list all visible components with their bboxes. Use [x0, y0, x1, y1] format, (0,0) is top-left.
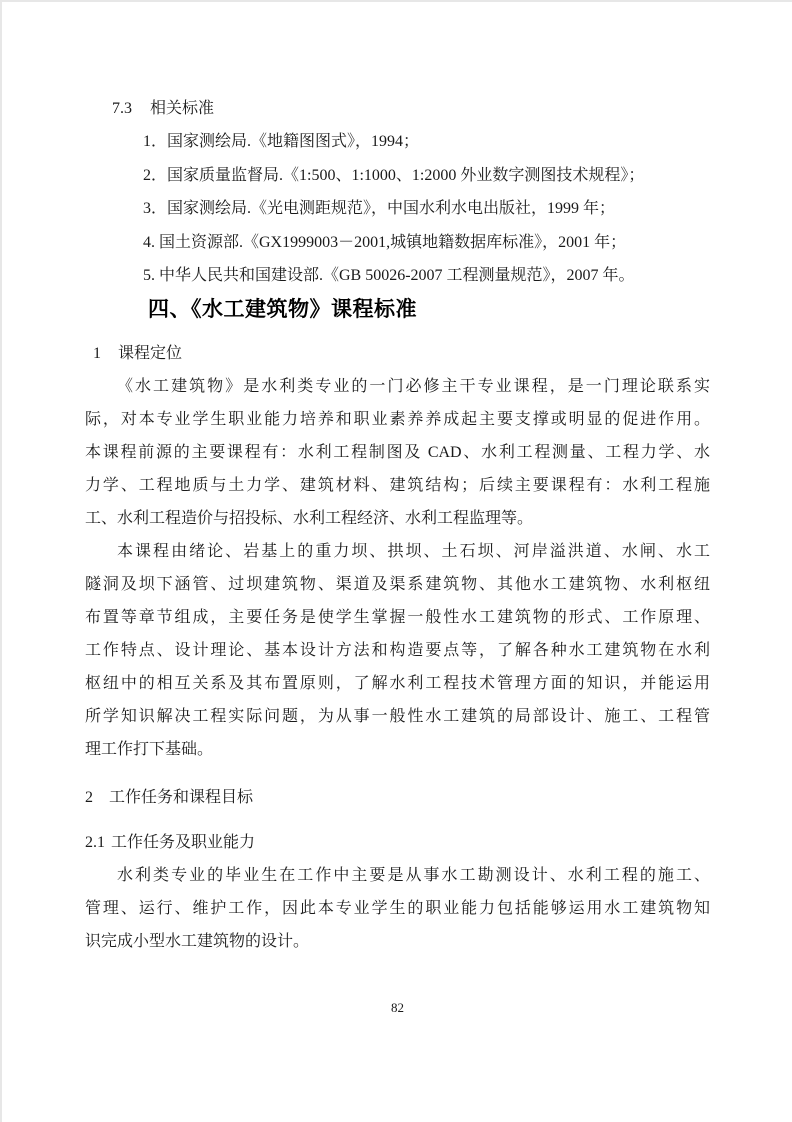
paragraph-line: 理工作打下基础。 — [85, 740, 214, 758]
page-left-edge — [0, 0, 2, 1122]
paragraph-line: 工作特点、设计理论、基本设计方法和构造要点等，了解各种水工建筑物在水利 — [85, 641, 710, 659]
section-2-number: 2 — [85, 788, 93, 806]
paragraph-line: 枢纽中的相互关系及其布置原则，了解水利工程技术管理方面的知识，并能运用 — [85, 674, 710, 692]
paragraph-line: 际，对本专业学生职业能力培养和职业素养养成起主要支撑或明显的促进作用。 — [85, 410, 710, 428]
section-7-3-number: 7.3 — [112, 100, 132, 117]
paragraph-line: 识完成小型水工建筑物的设计。 — [85, 932, 310, 950]
paragraph-line: 本课程由绪论、岩基上的重力坝、拱坝、土石坝、河岸溢洪道、水闸、水工 — [117, 542, 710, 560]
section-1-title: 课程定位 — [118, 344, 183, 362]
list-item: 4. 国土资源部.《GX1999003－2001,城镇地籍数据库标准》，2001 年； — [143, 233, 627, 251]
paragraph-course-position-1 — [85, 370, 710, 535]
paragraph-course-position-2 — [85, 535, 710, 766]
section-7-3-heading — [112, 92, 710, 125]
section-2-heading — [85, 781, 710, 814]
standards-list — [85, 125, 710, 293]
chapter-heading: 四、《水工建筑物》课程标准 — [148, 297, 417, 321]
paragraph-line: 力学、工程地质与土力学、建筑材料、建筑结构；后续主要课程有：水利工程施 — [85, 476, 710, 494]
paragraph-line: 本课程前源的主要课程有：水利工程制图及 CAD、水利工程测量、工程力学、水 — [85, 443, 710, 461]
list-item: 3．国家测绘局.《光电测距规范》，中国水利水电出版社，1999 年； — [143, 200, 616, 217]
list-item: 5. 中华人民共和国建设部.《GB 50026-2007 工程测量规范》，2007 年。 — [143, 267, 635, 284]
paragraph-line: 水利类专业的毕业生在工作中主要是从事水工勘测设计、水利工程的施工、 — [117, 866, 710, 884]
list-item: 1．国家测绘局.《地籍图图式》，1994； — [143, 133, 420, 150]
section-1-number: 1 — [93, 344, 101, 362]
paragraph-line: 管理、运行、维护工作，因此本专业学生的职业能力包括能够运用水工建筑物知 — [85, 899, 710, 917]
page-top-edge — [0, 0, 792, 2]
paragraph-line: 布置等章节组成，主要任务是使学生掌握一般性水工建筑物的形式、工作原理、 — [85, 608, 710, 626]
paragraph-line: 所学知识解决工程实际问题，为从事一般性水工建筑的局部设计、施工、工程管 — [85, 707, 710, 725]
section-2-1-heading — [85, 826, 710, 859]
list-item: 2．国家质量监督局.《1:500、1:1000、1:2000 外业数字测图技术规程》； — [143, 166, 645, 184]
paragraph-line: 隧洞及坝下涵管、过坝建筑物、渠道及渠系建筑物、其他水工建筑物、水利枢纽 — [85, 575, 710, 593]
section-7-3-title: 相关标准 — [150, 100, 215, 117]
paragraph-work-tasks — [85, 859, 710, 958]
page-number: 82 — [391, 999, 404, 1015]
section-2-1-title: 工作任务及职业能力 — [111, 833, 256, 851]
paragraph-line: 《水工建筑物》是水利类专业的一门必修主干专业课程，是一门理论联系实 — [117, 377, 710, 395]
paragraph-line: 工、水利工程造价与招投标、水利工程经济、水利工程监理等。 — [85, 509, 534, 527]
section-2-title: 工作任务和课程目标 — [109, 788, 254, 806]
section-1-heading — [93, 337, 710, 370]
section-2-1-number: 2.1 — [85, 833, 105, 851]
